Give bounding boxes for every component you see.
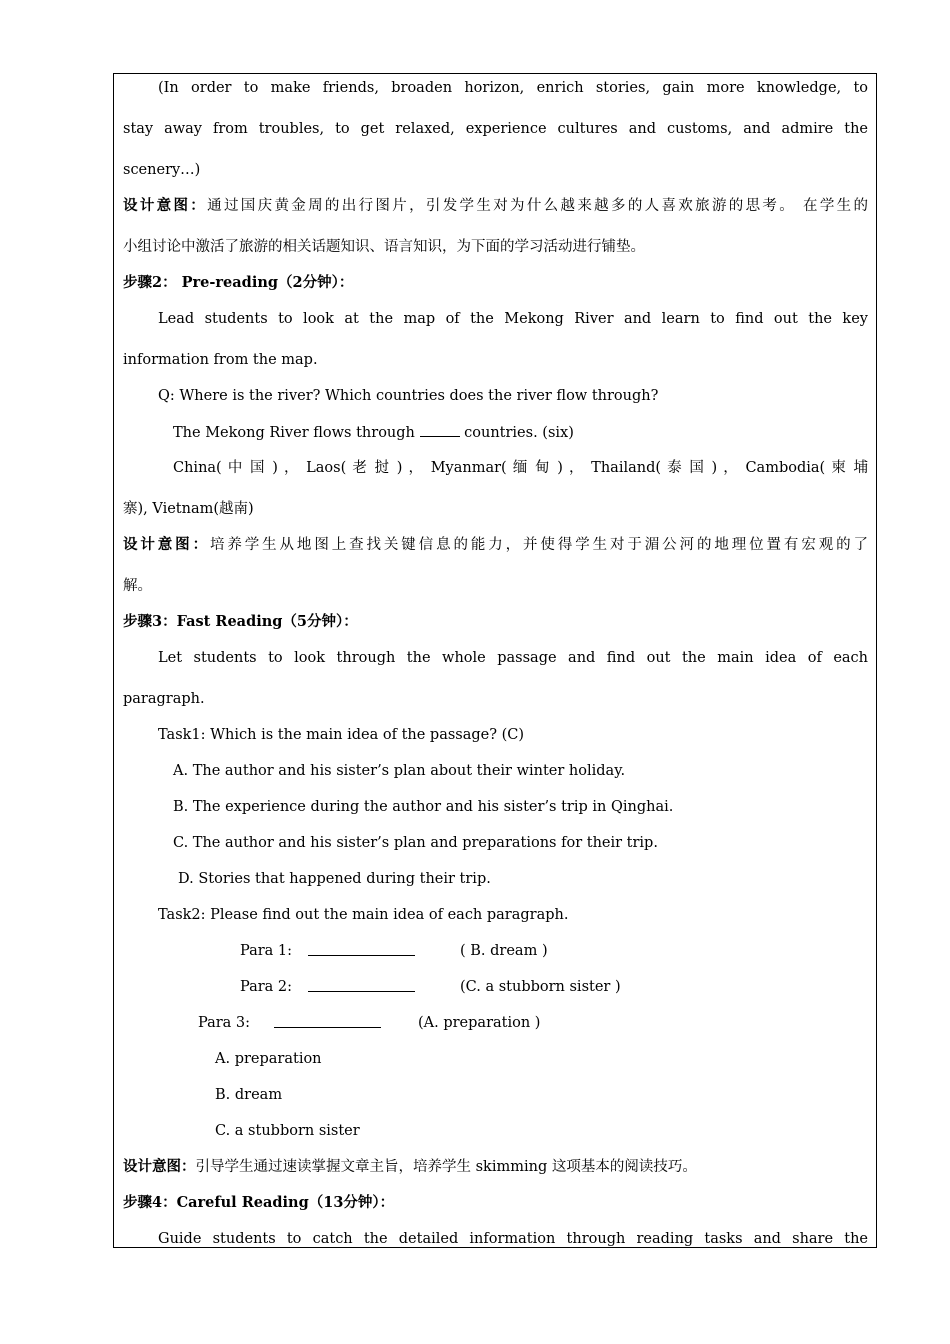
task-2: Task2: Please find out the main idea of each paragraph. [158,907,569,923]
design-intent-label: 设计意图： [123,197,208,214]
design-intent-text: 通过国庆黄金周的出行图片，引发学生对为什么越来越多的人喜欢旅游的思考。 在学生的 [207,198,869,214]
intro-line-2: stay away from troubles, to get relaxed, experience cultures and customs, and admire the [123,121,868,137]
choice-b: B. dream [215,1087,283,1103]
countries-line-2: 寨), Vietnam(越南) [123,501,254,517]
step-2-line-2: information from the map. [123,352,318,368]
answer-blank [420,422,460,437]
step-3-line-2: paragraph. [123,691,205,707]
design-intent-1-line-2: 小组讨论中激活了旅游的相关话题知识、语言知识，为下面的学习活动进行铺垫。 [123,239,645,255]
para-3-answer: (A. preparation ) [418,1015,541,1031]
para-2-label: Para 2: [240,979,293,995]
step-2-line-1: Lead students to look at the map of the Mekong River and learn to find out the key [158,311,868,327]
design-intent-text: 引导学生通过速读掌握文章主旨，培养学生 skimming 这项基本的阅读技巧。 [195,1159,697,1175]
option-a: A. The author and his sister’s plan about their winter holiday. [173,763,626,779]
step-2-question: Q: Where is the river? Which countries does the river flow through? [158,388,659,404]
intro-line-3: scenery…) [123,162,201,178]
para-1-label: Para 1: [240,943,293,959]
step-3-line-1: Let students to look through the whole passage and find out the main idea of each [158,650,868,666]
step-4-line-1: Guide students to catch the detailed information through reading tasks and share the [158,1231,868,1247]
para-1-answer: ( B. dream ) [460,943,548,959]
design-intent-1-line-1 [123,196,868,216]
design-intent-2-line-1 [123,535,868,555]
design-intent-text: 培养学生从地图上查找关键信息的能力，并使得学生对于湄公河的地理位置有宏观的了 [209,537,869,553]
para-2-answer: (C. a stubborn sister ) [460,979,621,995]
para-3-label: Para 3: [198,1015,251,1031]
fill-after: countries. (six) [464,425,574,441]
design-intent-3 [123,1157,697,1177]
fill-before: The Mekong River flows through [173,425,415,441]
step-2-fill-sentence [173,422,574,443]
choice-a: A. preparation [215,1051,322,1067]
option-b: B. The experience during the author and his sister’s trip in Qinghai. [173,799,674,815]
para-2-blank [308,977,415,992]
task-1: Task1: Which is the main idea of the passage? (C) [158,727,525,743]
option-c: C. The author and his sister’s plan and preparations for their trip. [173,835,658,851]
step-2-heading: 步骤2： Pre-reading（2分钟）： [123,274,354,291]
step-3-heading: 步骤3：Fast Reading（5分钟）： [123,613,358,630]
design-intent-label: 设计意图： [123,1158,196,1175]
option-d: D. Stories that happened during their trip. [178,871,491,887]
para-3-blank [274,1013,381,1028]
design-intent-2-line-2: 解。 [123,578,152,594]
intro-line-1: (In order to make friends, broaden horizon, enrich stories, gain more knowledge, to [158,80,868,96]
countries-line-1: China( 中 国 ) ， Laos( 老 挝 ) ， Myanmar( 缅 甸 ) ， Thailand( 泰 国 ) ， Cambodia( 柬 埔 [173,460,868,476]
step-4-heading: 步骤4：Careful Reading（13分钟）： [123,1194,395,1211]
choice-c: C. a stubborn sister [215,1123,360,1139]
para-1-blank [308,941,415,956]
design-intent-label: 设计意图： [123,536,210,553]
